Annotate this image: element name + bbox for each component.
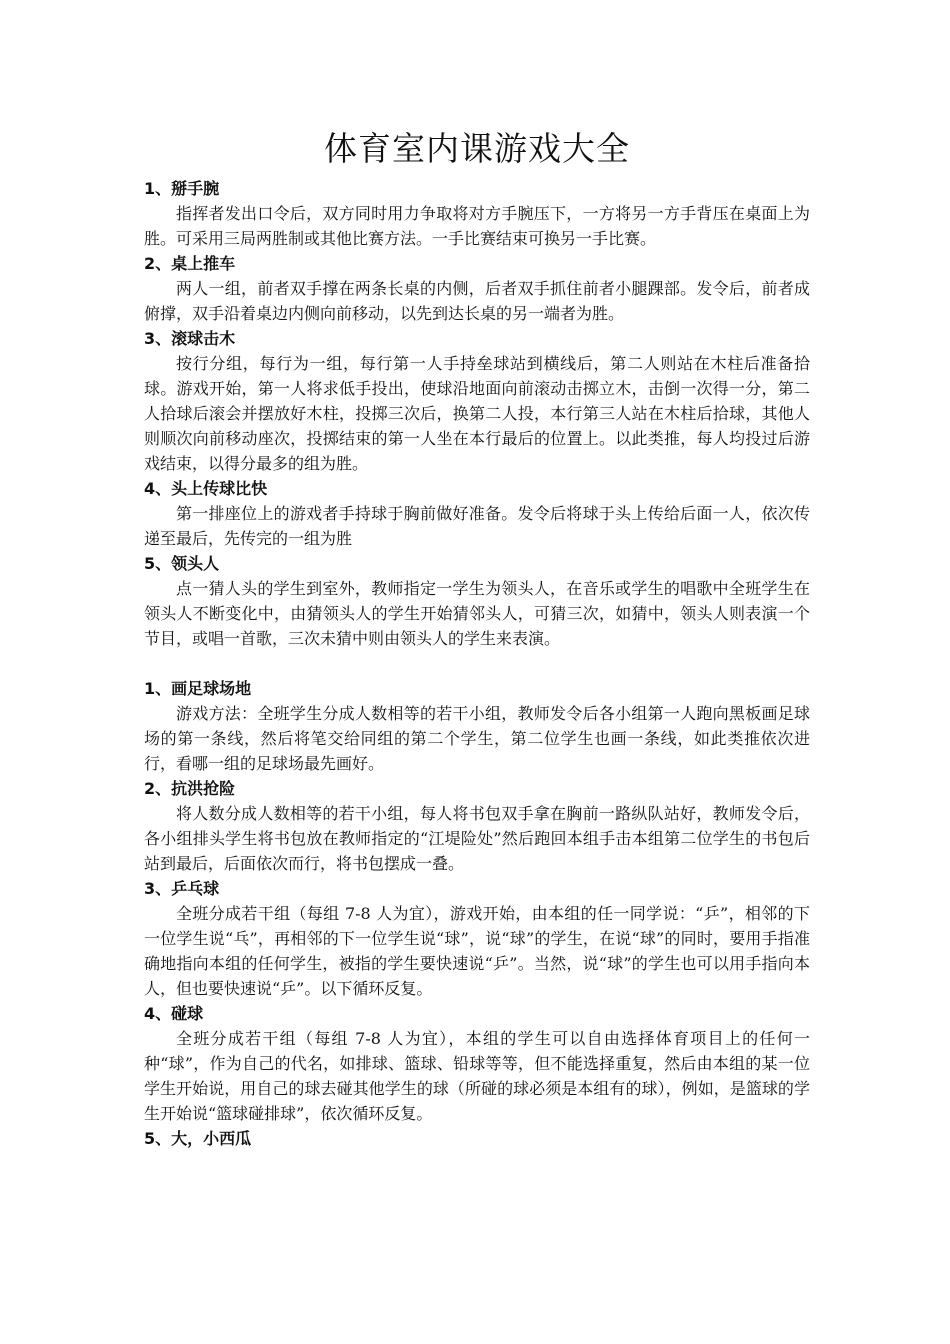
game-section <box>144 1001 810 1126</box>
game-heading: 2、抗洪抢险 <box>144 779 236 798</box>
game-list-part-1 <box>144 176 810 651</box>
game-description: 全班分成若干组（每组 7-8 人为宜），游戏开始，由本组的任一同学说：“乒”，相邻的下一位学生说“乓”，再相邻的下一位学生说“球”，说“球”的学生，在说“球”的同时，要用手指准确地指向本组的任何学生，被指的学生要快速说“乒”。当然，说“球”的学生也可以用手指向本人，但也要快速说“乒”。以下循环反复。 <box>144 904 810 998</box>
game-description: 指挥者发出口令后，双方同时用力争取将对方手腕压下，一方将另一方手背压在桌面上为胜。可采用三局两胜制或其他比赛方法。一手比赛结束可换另一手比赛。 <box>144 204 810 248</box>
game-description: 游戏方法：全班学生分成人数相等的若干小组，教师发令后各小组第一人跑向黑板画足球场的第一条线，然后将笔交给同组的第二个学生，第二位学生也画一条线，如此类推依次进行，看哪一组的足球场最先画好。 <box>144 704 810 773</box>
game-section <box>144 251 810 326</box>
game-section <box>144 776 810 876</box>
document-page <box>144 126 810 1151</box>
game-description: 按行分组，每行为一组，每行第一人手持垒球站到横线后，第二人则站在木柱后准备拾球。游戏开始，第一人将求低手投出，使球沿地面向前滚动击掷立木，击倒一次得一分，第二人拾球后滚会并摆放好木柱，投掷三次后，换第二人投，本行第三人站在木柱后拾球，其他人则顺次向前移动座次，投掷结束的第一人坐在本行最后的位置上。以此类推，每人均投过后游戏结束，以得分最多的组为胜。 <box>144 354 810 473</box>
game-section <box>144 176 810 251</box>
game-list-part-2 <box>144 676 810 1151</box>
game-heading: 4、碰球 <box>144 1004 204 1023</box>
section-spacer <box>144 651 810 676</box>
game-heading: 5、大，小西瓜 <box>144 1129 252 1148</box>
document-title: 体育室内课游戏大全 <box>324 129 630 168</box>
game-heading: 4、头上传球比快 <box>144 479 268 498</box>
game-heading: 5、领头人 <box>144 554 220 573</box>
game-heading: 3、乒乓球 <box>144 879 220 898</box>
game-description: 将人数分成人数相等的若干小组，每人将书包双手拿在胸前一路纵队站好，教师发令后，各小组排头学生将书包放在教师指定的“江堤险处”然后跑回本组手击本组第二位学生的书包后站到最后，后面依次而行，将书包摆成一叠。 <box>144 804 810 873</box>
game-heading: 1、画足球场地 <box>144 679 252 698</box>
game-section <box>144 326 810 476</box>
game-section <box>144 476 810 551</box>
game-section <box>144 551 810 651</box>
game-description: 两人一组，前者双手撑在两条长桌的内侧，后者双手抓住前者小腿踝部。发令后，前者成俯撑，双手沿着桌边内侧向前移动，以先到达长桌的另一端者为胜。 <box>144 279 810 323</box>
game-description: 第一排座位上的游戏者手持球于胸前做好准备。发令后将球于头上传给后面一人，依次传递至最后，先传完的一组为胜 <box>144 504 810 548</box>
game-heading: 3、滚球击木 <box>144 329 236 348</box>
game-heading: 2、桌上推车 <box>144 254 236 273</box>
game-section <box>144 876 810 1001</box>
game-section <box>144 676 810 776</box>
game-description: 全班分成若干组（每组 7-8 人为宜），本组的学生可以自由选择体育项目上的任何一种“球”，作为自己的代名，如排球、篮球、铅球等等，但不能选择重复，然后由本组的某一位学生开始说，用自己的球去碰其他学生的球（所碰的球必须是本组有的球），例如，是篮球的学生开始说“篮球碰排球”，依次循环反复。 <box>144 1029 810 1123</box>
game-section <box>144 1126 810 1151</box>
game-description: 点一猜人头的学生到室外，教师指定一学生为领头人，在音乐或学生的唱歌中全班学生在领头人不断变化中，由猜领头人的学生开始猜邻头人，可猜三次，如猜中，领头人则表演一个节目，或唱一首歌，三次未猜中则由领头人的学生来表演。 <box>144 579 810 648</box>
game-heading: 1、掰手腕 <box>144 179 220 198</box>
